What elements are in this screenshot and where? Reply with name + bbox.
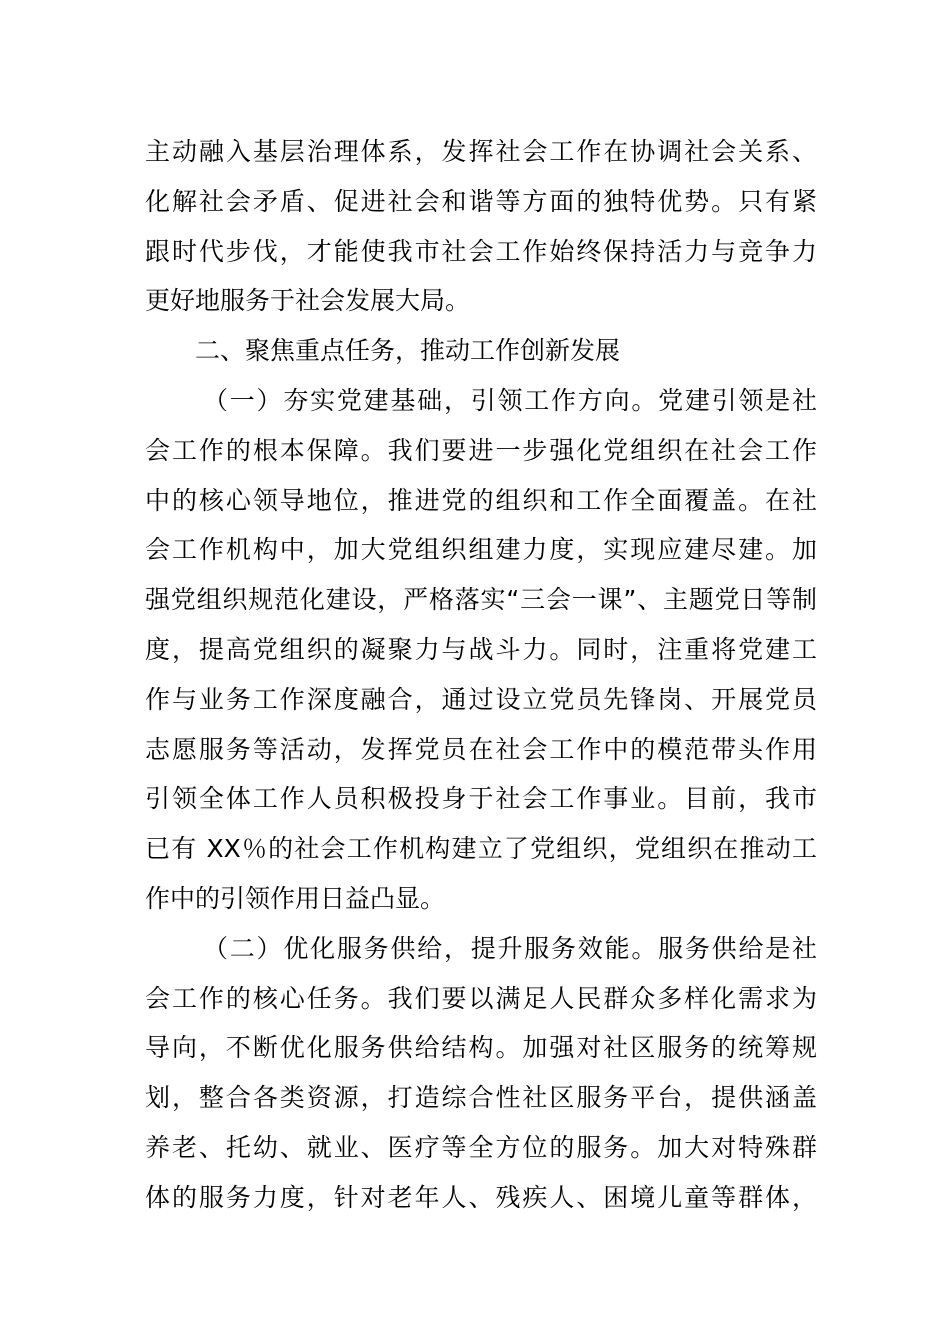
text-line: 志愿服务等活动，发挥党员在社会工作中的模范带头作用 (145, 734, 817, 764)
text-line: 作与业务工作深度融合，通过设立党员先锋岗、开展党员 (145, 684, 817, 714)
text-line: （二）优化服务供给，提升服务效能。服务供给是社 (203, 933, 817, 963)
section-heading-text: 二、聚焦重点任务，推动工作创新发展 (195, 336, 621, 366)
text-line: 中的核心领导地位，推进党的组织和工作全面覆盖。在社 (145, 485, 817, 515)
paragraph-party-building (145, 376, 817, 924)
text-line: 导向，不断优化服务供给结构。加强对社区服务的统筹规 (145, 1033, 817, 1063)
text-line: 跟时代步伐，才能使我市社会工作始终保持活力与竞争力 (145, 236, 817, 266)
text-line: 会工作机构中，加大党组织组建力度，实现应建尽建。加 (145, 535, 817, 565)
text-line: 已有 XX％的社会工作机构建立了党组织，党组织在推动工 (145, 834, 817, 864)
text-line: 强党组织规范化建设，严格落实“三会一课”、主题党日等制 (145, 585, 817, 615)
text-line: 划，整合各类资源，打造综合性社区服务平台，提供涵盖 (145, 1083, 817, 1113)
text-line: （一）夯实党建基础，引领工作方向。党建引领是社 (203, 385, 817, 415)
text-line: 主动融入基层治理体系，发挥社会工作在协调社会关系、 (145, 137, 817, 166)
paragraph-intro (145, 127, 817, 326)
document-body (145, 127, 817, 1223)
text-line: 更好地服务于社会发展大局。 (145, 286, 471, 316)
text-line: 会工作的根本保障。我们要进一步强化党组织在社会工作 (145, 435, 817, 465)
text-line: 体的服务力度，针对老年人、残疾人、困境儿童等群体， (145, 1182, 817, 1212)
text-line: 会工作的核心任务。我们要以满足人民群众多样化需求为 (145, 983, 817, 1013)
text-line: 引领全体工作人员积极投身于社会工作事业。目前，我市 (145, 784, 817, 814)
text-line: 作中的引领作用日益凸显。 (145, 883, 446, 913)
text-line: 度，提高党组织的凝聚力与战斗力。同时，注重将党建工 (145, 634, 817, 664)
text-line: 化解社会矛盾、促进社会和谐等方面的独特优势。只有紧 (145, 186, 817, 216)
section-heading (145, 326, 817, 376)
text-line: 养老、托幼、就业、医疗等全方位的服务。加大对特殊群 (145, 1132, 817, 1162)
paragraph-service-supply (145, 924, 817, 1223)
